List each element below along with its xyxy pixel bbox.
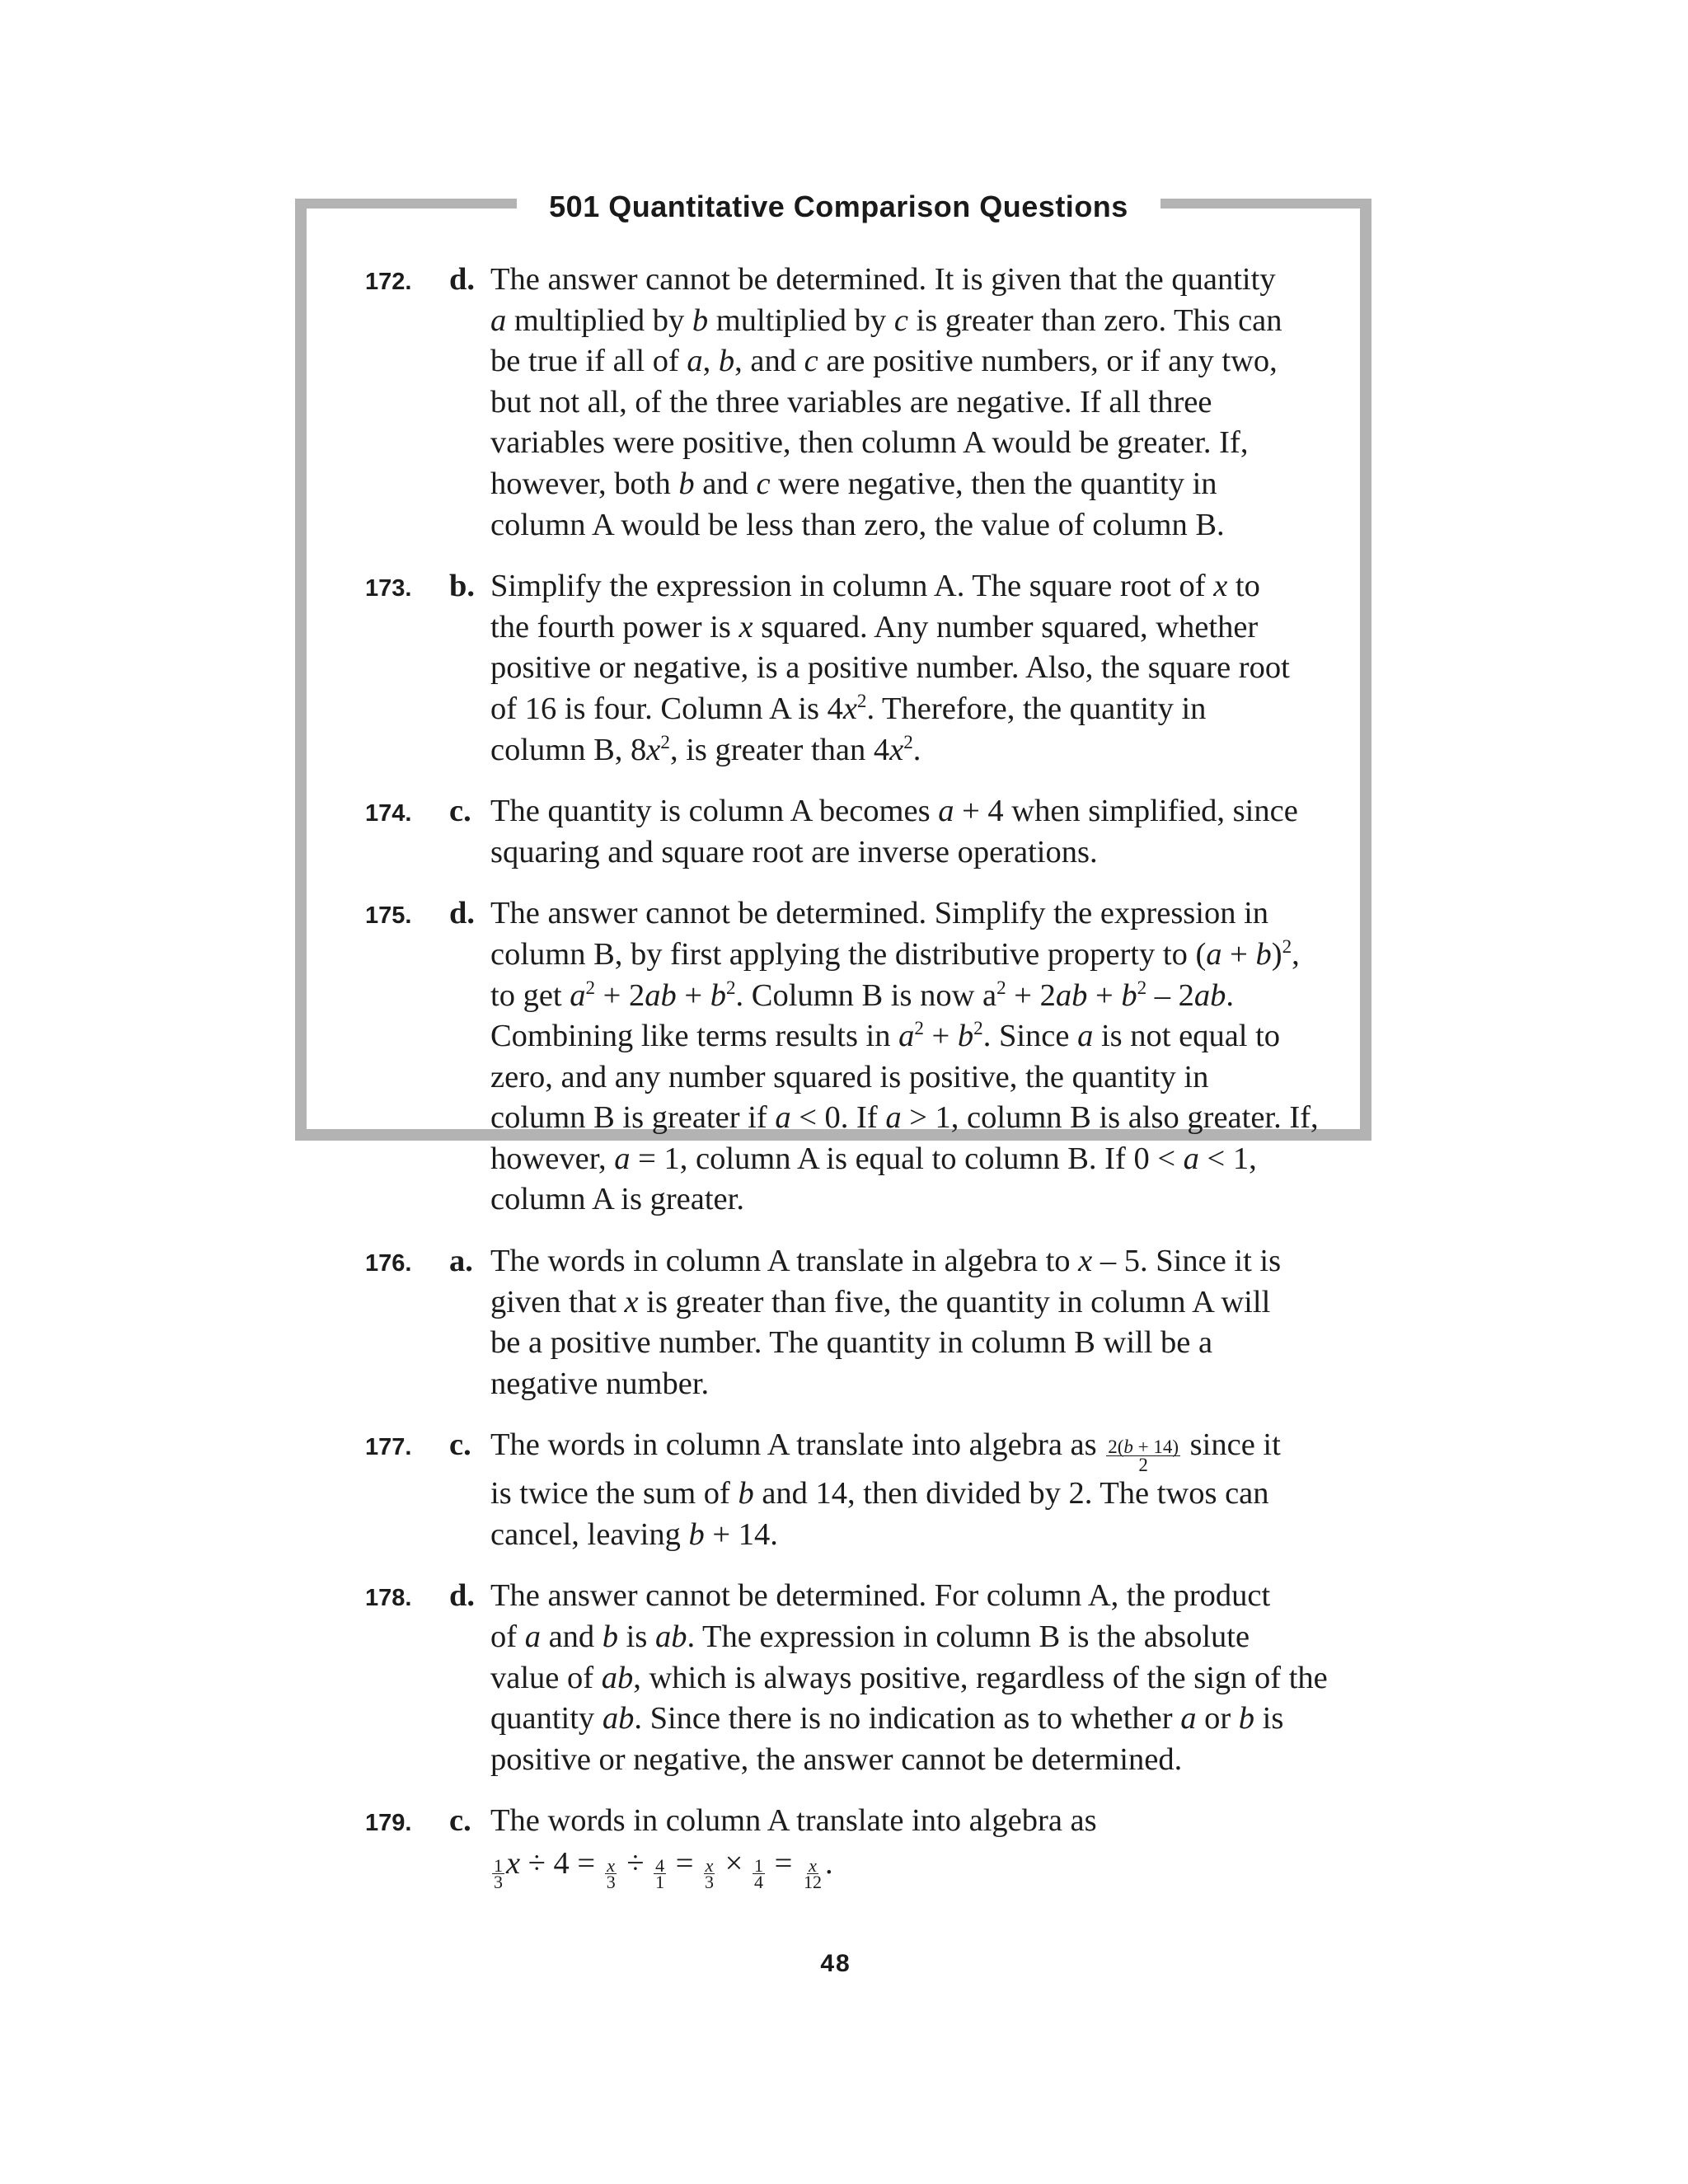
text-span: since it [1189, 1427, 1281, 1463]
text-line: however, a = 1, column A is equal to column B. If 0 < a < 1, [490, 1141, 1257, 1176]
text-line: quantity ab. Since there is no indication as to whether a or b is [490, 1701, 1284, 1736]
equation-text: = [774, 1845, 793, 1881]
text-line: zero, and any number squared is positive, the quantity in [490, 1059, 1209, 1094]
answer-explanation [490, 1425, 1327, 1555]
answer-explanation [490, 1241, 1327, 1404]
text-line: negative number. [490, 1366, 710, 1401]
text-span: The words in column A translate into algebra as [490, 1427, 1097, 1463]
question-number: 176. [365, 1250, 412, 1277]
text-line: The words in column A translate into algebra as [490, 1803, 1097, 1839]
answer-explanation [490, 893, 1327, 1221]
text-line: be true if all of a, b, and c are positive numbers, or if any two, [490, 344, 1278, 379]
equation-text: ÷ [626, 1845, 645, 1881]
text-line: positive or negative, is a positive number. Also, the square root [490, 650, 1290, 686]
answer-letter: c. [449, 1427, 471, 1463]
fraction-numerator: x [607, 1854, 616, 1876]
fraction-numerator: x [705, 1854, 714, 1876]
fraction-denominator: 3 [606, 1871, 616, 1892]
question-number: 173. [365, 575, 412, 602]
text-line: The answer cannot be determined. Simplify the expression in [490, 896, 1269, 931]
text-line: the fourth power is x squared. Any number squared, whether [490, 609, 1259, 644]
running-header: 501 Quantitative Comparison Questions [517, 186, 1160, 227]
answer-letter: b. [449, 569, 476, 604]
fraction [1106, 1438, 1180, 1474]
answer-explanation [490, 1801, 1327, 1892]
fraction [605, 1854, 617, 1892]
text-line: Combining like terms results in $a^2 + b^2$. Since a is not equal to [490, 1017, 1281, 1054]
answer-explanation [490, 1576, 1327, 1780]
text-line: variables were positive, then column A would be greater. If, [490, 425, 1249, 461]
text-line: column B, by first applying the distributive property to $(a + b)^2$, [490, 935, 1300, 972]
fraction [654, 1854, 666, 1892]
answer-179 [354, 1801, 1327, 1892]
text-line: but not all, of the three variables are negative. If all three [490, 384, 1212, 419]
text-line: value of ab, which is always positive, regardless of the sign of the [490, 1660, 1328, 1695]
answer-174 [354, 791, 1327, 873]
text-line: given that x is greater than five, the quantity in column A will [490, 1284, 1271, 1319]
text-line: is twice the sum of b and 14, then divided by 2. The twos can [490, 1476, 1269, 1511]
fraction-numerator: x [809, 1854, 817, 1876]
text-line [490, 1425, 1327, 1474]
text-line: squaring and square root are inverse operations. [490, 834, 1098, 869]
question-number: 174. [365, 800, 412, 827]
fraction-numerator: 1 [754, 1854, 764, 1876]
fraction-denominator: 3 [705, 1871, 715, 1892]
text-line: however, both b and c were negative, then the quantity in [490, 466, 1217, 501]
equation-text: x ÷ 4 = [506, 1845, 596, 1881]
answer-letter: a. [449, 1244, 473, 1279]
answer-list [354, 260, 1327, 1910]
text-line: The quantity is column A becomes a + 4 when simplified, since [490, 794, 1298, 829]
fraction [753, 1854, 765, 1892]
text-line: The words in column A translate in algebra to x – 5. Since it is [490, 1244, 1282, 1279]
page-number: 48 [773, 1945, 898, 1983]
fraction-numerator: 4 [655, 1854, 665, 1876]
fraction-denominator: 12 [803, 1871, 822, 1892]
text-line: The answer cannot be determined. It is given that the quantity [490, 262, 1276, 297]
text-line: column A is greater. [490, 1182, 744, 1217]
question-number: 179. [365, 1810, 412, 1837]
question-number: 178. [365, 1585, 412, 1612]
fraction [802, 1854, 823, 1892]
text-line: Simplify the expression in column A. The square root of x to [490, 569, 1260, 604]
fraction-denominator: 2 [1138, 1455, 1148, 1476]
text-line: positive or negative, the answer cannot be determined. [490, 1741, 1183, 1777]
fraction-numerator: 2(b + 14) [1108, 1436, 1179, 1458]
text-line: column B is greater if a < 0. If a > 1, column B is also greater. If, [490, 1100, 1319, 1136]
answer-178 [354, 1576, 1327, 1780]
text-line: of 16 is four. Column A is $4x^2$. Therefore, the quantity in [490, 690, 1207, 726]
answer-173 [354, 566, 1327, 771]
answer-175 [354, 893, 1327, 1221]
fraction-denominator: 3 [494, 1871, 503, 1892]
question-number: 172. [365, 269, 412, 295]
equation-line [490, 1844, 1327, 1890]
answer-letter: d. [449, 896, 476, 931]
answer-explanation [490, 566, 1327, 771]
question-number: 175. [365, 902, 412, 930]
equation-text: . [824, 1845, 833, 1881]
fraction [703, 1854, 715, 1892]
answer-176 [354, 1241, 1327, 1404]
equation-text: × [724, 1845, 743, 1881]
text-line: to get $a^2 + 2ab + b^2$. Column B is now $a^2 + 2ab + b^2 - 2ab$. [490, 976, 1234, 1013]
answer-explanation [490, 260, 1327, 546]
text-line: be a positive number. The quantity in column B will be a [490, 1325, 1213, 1361]
text-line: The answer cannot be determined. For column A, the product [490, 1578, 1271, 1614]
text-line: column A would be less than zero, the value of column B. [490, 507, 1225, 542]
answer-letter: c. [449, 794, 471, 829]
text-line: cancel, leaving b + 14. [490, 1516, 778, 1552]
answer-letter: d. [449, 1578, 476, 1614]
question-number: 177. [365, 1434, 412, 1461]
text-line: of a and b is ab. The expression in column B is the absolute [490, 1619, 1250, 1654]
answer-177 [354, 1425, 1327, 1555]
equation-text: = [675, 1845, 694, 1881]
answer-explanation [490, 791, 1327, 873]
fraction [492, 1854, 504, 1892]
text-line: a multiplied by b multiplied by c is greater than zero. This can [490, 302, 1282, 338]
fraction-denominator: 1 [655, 1871, 665, 1892]
answer-letter: d. [449, 262, 476, 297]
fraction-denominator: 4 [754, 1871, 764, 1892]
answer-172 [354, 260, 1327, 546]
answer-letter: c. [449, 1803, 471, 1839]
fraction-numerator: 1 [494, 1854, 503, 1876]
text-line: column B, $8x^2$, is greater than $4x^2$. [490, 730, 921, 767]
